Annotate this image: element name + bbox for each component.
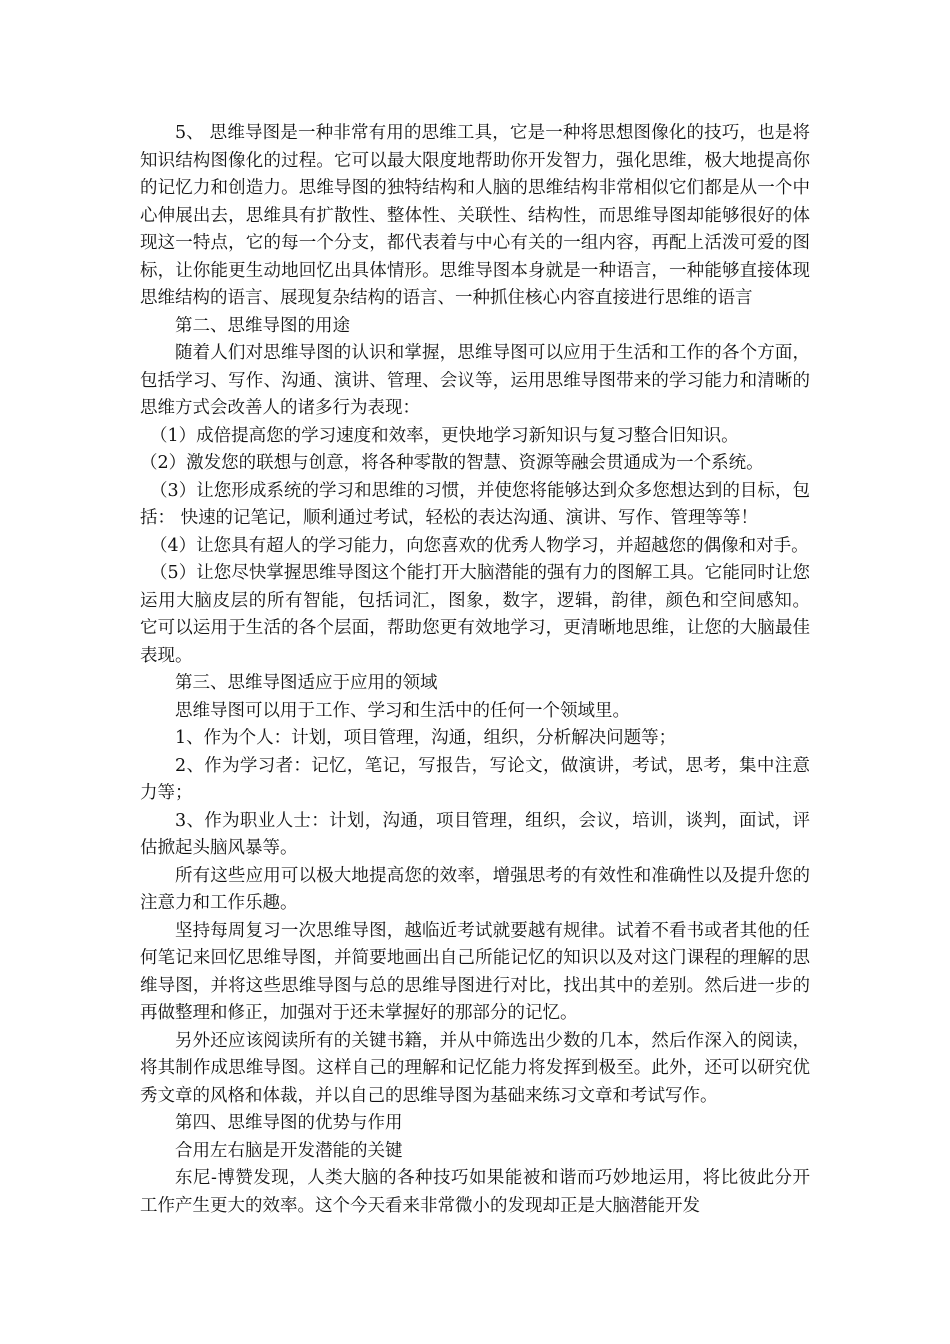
paragraph-fields: 思维导图可以用于工作、学习和生活中的任何一个领域里。	[175, 700, 630, 721]
list-item: （4）让您具有超人的学习能力，向您喜欢的优秀人物学习，并超越您的偶像和对手。	[150, 535, 809, 556]
list-item: 3、作为职业人士：计划，沟通，项目管理，组织，会议，培训，谈判，面试，评估掀起头脑风暴等。	[140, 810, 810, 858]
paragraph-buzan: 东尼-博赞发现，人类大脑的各种技巧如果能被和谐而巧妙地运用，将比彼此分开工作产生更大的效率。这个今天看来非常微小的发现却正是大脑潜能开发	[140, 1168, 810, 1216]
section-heading-uses: 第二、思维导图的用途	[175, 315, 350, 336]
section-heading-advantages: 第四、思维导图的优势与作用	[175, 1113, 403, 1133]
paragraph-reading: 另外还应该阅读所有的关键书籍，并从中筛选出少数的几本，然后作深入的阅读，将其制作成思维导图。这样自己的理解和记忆能力将发挥到极至。此外，还可以研究优秀文章的风格和体裁，并以自己的思维导图为基础来练习文章和考试写作。	[140, 1030, 810, 1106]
paragraph-uses: 随着人们对思维导图的认识和掌握，思维导图可以应用于生活和工作的各个方面，包括学习、写作、沟通、演讲、管理、会议等，运用思维导图带来的学习能力和清晰的思维方式会改善人的诸多行为表现：	[140, 343, 810, 418]
list-item: （3）让您形成系统的学习和思维的习惯，并使您将能够达到众多您想达到的目标，包括： 快速的记笔记，顺利通过考试，轻松的表达沟通、演讲、写作、管理等等！	[140, 480, 810, 528]
list-item: （2）激发您的联想与创意，将各种零散的智慧、资源等融会贯通成为一个系统。	[140, 453, 764, 473]
list-item: 2、作为学习者：记忆，笔记，写报告，写论文，做演讲，考试，思考，集中注意力等；	[140, 755, 810, 803]
section-heading-fields: 第三、思维导图适应于应用的领域	[175, 673, 438, 693]
paragraph-review: 坚持每周复习一次思维导图，越临近考试就要越有规律。试着不看书或者其他的任何笔记来回忆思维导图，并简要地画出自己所能记忆的知识以及对这门课程的理解的思维导图，并将这些思维导图与总的思维导图进行对比，找出其中的差别。然后进一步的再做整理和修正，加强对于还未掌握好的那部分的记忆。	[140, 920, 810, 1023]
subheading-brain: 合用左右脑是开发潜能的关键	[175, 1140, 403, 1161]
list-item: （1）成倍提高您的学习速度和效率，更快地学习新知识与复习整合旧知识。	[150, 425, 739, 446]
paragraph-efficiency: 所有这些应用可以极大地提高您的效率，增强思考的有效性和准确性以及提升您的注意力和工作乐趣。	[140, 865, 810, 913]
list-item: （5）让您尽快掌握思维导图这个能打开大脑潜能的强有力的图解工具。它能同时让您运用大脑皮层的所有智能，包括词汇，图象，数字，逻辑，韵律，颜色和空间感知。 它可以运用于生活的各个层面，帮助您更有效地学习，更清晰地思维，让您的大脑最佳表现。	[140, 563, 810, 666]
list-item: 1、作为个人：计划，项目管理，沟通，组织，分析解决问题等；	[175, 728, 677, 748]
paragraph-intro: 5、 思维导图是一种非常有用的思维工具，它是一种将思想图像化的技巧，也是将知识结构图像化的过程。它可以最大限度地帮助你开发智力，强化思维，极大地提高你的记忆力和创造力。思维导图的独特结构和人脑的思维结构非常相似它们都是从一个中心伸展出去，思维具有扩散性、整体性、关联性、结构性，而思维导图却能够很好的体现这一特点，它的每一个分支，都代表着与中心有关的一组内容，再配上活泼可爱的图标，让你能更生动地回忆出具体情形。思维导图本身就是一种语言，一种能够直接体现思维结构的语言、展现复杂结构的语言、一种抓住核心内容直接进行思维的语言	[140, 123, 810, 308]
